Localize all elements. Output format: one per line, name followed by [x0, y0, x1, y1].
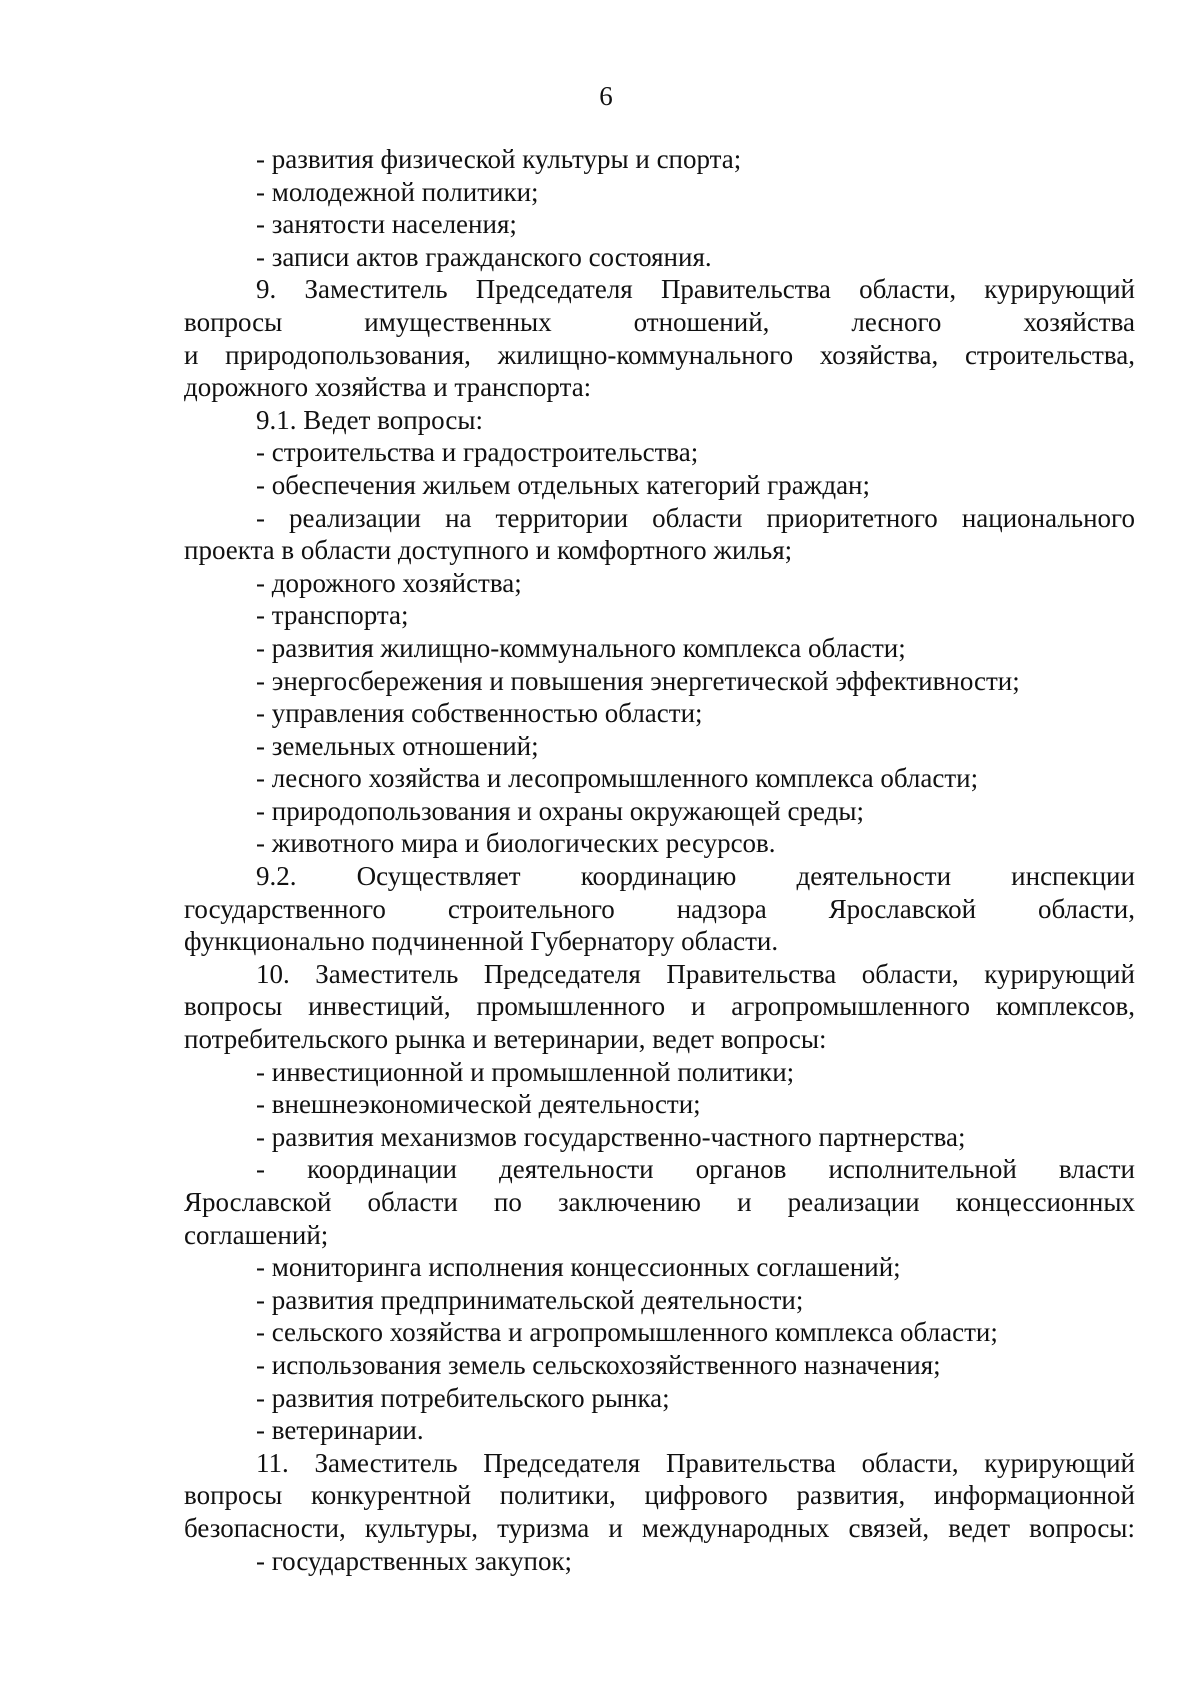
text-line: - государственных закупок;	[256, 1545, 573, 1576]
text-line: - управления собственностью области;	[256, 698, 703, 729]
document-body	[184, 143, 1135, 1577]
text-line: потребительского рынка и ветеринарии, ведет вопросы:	[184, 1024, 827, 1055]
text-line: - дорожного хозяйства;	[256, 567, 522, 598]
text-line: - развития механизмов государственно-частного партнерства;	[256, 1121, 966, 1152]
text-line: проекта в области доступного и комфортного жилья;	[184, 535, 793, 566]
text-line: соглашений;	[184, 1219, 329, 1250]
text-line: - занятости населения;	[256, 209, 517, 240]
text-line: - инвестиционной и промышленной политики;	[256, 1056, 795, 1087]
text-line: - лесного хозяйства и лесопромышленного комплекса области;	[256, 763, 979, 794]
text-line: - развития физической культуры и спорта;	[256, 144, 742, 174]
text-line: - молодежной политики;	[256, 176, 539, 207]
text-line: - обеспечения жильем отдельных категорий граждан;	[256, 469, 871, 500]
text-line: дорожного хозяйства и транспорта:	[184, 372, 592, 403]
text-line: 9.1. Ведет вопросы:	[256, 404, 483, 435]
text-line: вопросы инвестиций, промышленного и агропромышленного комплексов,	[184, 991, 1135, 1022]
text-line: - животного мира и биологических ресурсов.	[256, 828, 776, 859]
text-line: - записи актов гражданского состояния.	[256, 241, 712, 272]
text-line: вопросы имущественных отношений, лесного хозяйства	[184, 306, 1135, 337]
text-line: Ярославской области по заключению и реализации концессионных	[184, 1187, 1135, 1217]
text-line: государственного строительного надзора Ярославской области,	[184, 893, 1135, 924]
text-line: 9. Заместитель Председателя Правительства области, курирующий	[256, 274, 1135, 305]
page-number: 6	[599, 81, 613, 111]
text-line: - развития потребительского рынка;	[256, 1382, 670, 1413]
text-line: - использования земель сельскохозяйственного назначения;	[256, 1349, 941, 1380]
text-line: функционально подчиненной Губернатору области.	[184, 926, 779, 957]
text-line: - развития жилищно-коммунального комплекса области;	[256, 632, 906, 663]
text-line: 11. Заместитель Председателя Правительства области, курирующий	[256, 1447, 1135, 1478]
text-line: - развития предпринимательской деятельности;	[256, 1284, 804, 1315]
text-line: 10. Заместитель Председателя Правительства области, курирующий	[256, 958, 1135, 989]
text-line: - реализации на территории области приоритетного национального	[256, 502, 1135, 533]
text-line: - земельных отношений;	[256, 730, 539, 761]
text-line: - энергосбережения и повышения энергетической эффективности;	[256, 665, 1020, 696]
text-line: и природопользования, жилищно-коммунального хозяйства, строительства,	[184, 339, 1135, 370]
text-line: вопросы конкурентной политики, цифрового развития, информационной	[184, 1480, 1135, 1511]
text-line: - координации деятельности органов исполнительной власти	[256, 1154, 1135, 1185]
text-line: - мониторинга исполнения концессионных соглашений;	[256, 1252, 901, 1283]
text-line: 9.2. Осуществляет координацию деятельности инспекции	[256, 861, 1135, 892]
text-line: - внешнеэкономической деятельности;	[256, 1089, 701, 1120]
text-line: безопасности, культуры, туризма и международных связей, ведет вопросы:	[184, 1512, 1135, 1543]
text-line: - ветеринарии.	[256, 1415, 424, 1446]
text-line: - сельского хозяйства и агропромышленного комплекса области;	[256, 1317, 998, 1348]
text-line: - строительства и градостроительства;	[256, 437, 699, 468]
text-line: - транспорта;	[256, 600, 409, 631]
text-line: - природопользования и охраны окружающей среды;	[256, 795, 864, 826]
